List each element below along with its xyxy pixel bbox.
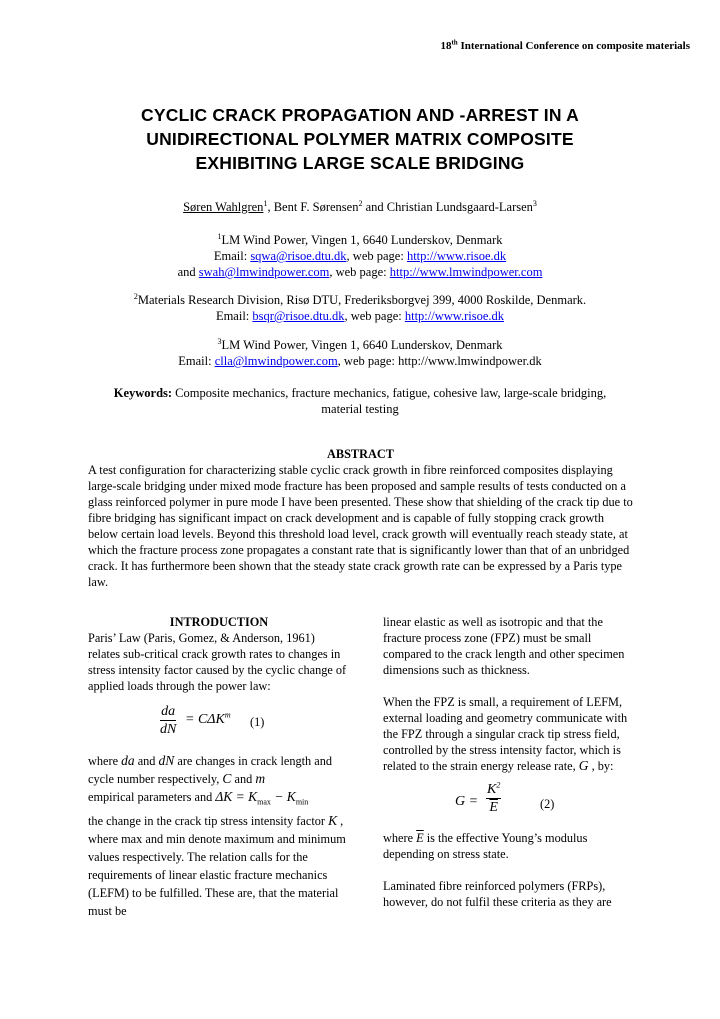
header-sup: th (451, 38, 458, 47)
introduction-heading: INTRODUCTION (169, 615, 269, 629)
eq2-lhs: G = (455, 794, 479, 809)
text-run: the change in the crack tip stress intensity factor (88, 813, 329, 828)
affiliation-3-sup: 3 (217, 336, 222, 346)
keywords-line-1 (60, 385, 660, 401)
keywords-label: Keywords: (113, 386, 173, 400)
author-sup-2: 2 (358, 198, 363, 208)
author-link-wahlgren[interactable]: Søren Wahlgren (183, 200, 264, 214)
abstract-section (88, 446, 633, 590)
and-label: and (177, 265, 199, 279)
eq2-numerator-K: K (487, 782, 497, 797)
text-run: are changes in crack length and cycle number respectively, (88, 754, 333, 786)
left-column (88, 614, 350, 920)
delta-k-max: max (257, 797, 271, 807)
keywords-text-1: Composite mechanics, fracture mechanics, fatigue, cohesive law, large-scale bridging, (172, 386, 607, 400)
email-label: Email: (215, 309, 253, 323)
affiliation-2-contact (60, 308, 660, 324)
web-label: , web page: (337, 354, 399, 368)
affiliation-3-address (60, 337, 660, 353)
right-paragraph-3 (383, 830, 635, 862)
delta-k-lhs: ΔK = K (215, 789, 258, 804)
text-run: where (383, 831, 417, 845)
eq1-fraction (160, 704, 176, 738)
eq2-exponent: 2 (496, 780, 501, 790)
header-number: 18 (440, 40, 452, 52)
eq1-rhs-text: = CΔK (185, 712, 225, 727)
intro-paragraph-1: Paris’ Law (Paris, Gomez, & Anderson, 1961) relates sub-critical crack growth rates to changes in stress intensity factor caused by the cyclic change of applied loads through the power law: (88, 631, 347, 693)
web-link[interactable]: http://www.lmwindpower.com (389, 265, 543, 279)
email-label: Email: (178, 354, 215, 368)
web-link[interactable]: http://www.risoe.dk (404, 309, 505, 323)
symbol-G: G (578, 758, 589, 773)
text-run: and (231, 772, 256, 786)
delta-k-mid: − K (270, 789, 296, 804)
text-run: , by: (588, 759, 614, 773)
affiliation-3 (60, 337, 660, 369)
email-link[interactable]: clla@lmwindpower.com (214, 354, 338, 368)
right-paragraph-2 (383, 694, 635, 774)
affiliation-2-sup: 2 (133, 291, 138, 301)
text-run: where (88, 754, 122, 768)
text-run: is the effective Young’s modulus depending on stress state. (383, 831, 588, 861)
email-label: Email: (213, 249, 251, 263)
conference-header (0, 40, 690, 52)
affiliation-1 (60, 232, 660, 280)
author-list (60, 199, 660, 215)
eq1-exponent: m (224, 710, 231, 720)
symbol-m: m (255, 771, 266, 786)
author-sup-1: 1 (263, 198, 268, 208)
affiliation-1-line: LM Wind Power, Vingen 1, 6640 Lunderskov, Denmark (221, 233, 503, 247)
eq1-denominator: dN (160, 722, 177, 737)
paper-title (60, 103, 660, 175)
title-line-3: EXHIBITING LARGE SCALE BRIDGING (195, 153, 525, 173)
title-line-2: UNIDIRECTIONAL POLYMER MATRIX COMPOSITE (146, 129, 574, 149)
affiliation-3-contact (60, 353, 660, 369)
eq2-number: (2) (540, 797, 555, 811)
equation-1 (88, 698, 350, 746)
web-link[interactable]: http://www.risoe.dk (406, 249, 507, 263)
text-run: empirical parameters and (88, 790, 216, 804)
eq1-number: (1) (250, 715, 265, 729)
email-link[interactable]: sqwa@risoe.dtu.dk (250, 249, 347, 263)
equation-2 (383, 780, 635, 826)
affiliation-1-contact-2 (60, 264, 660, 280)
author-sorensen: , Bent F. Sørensen (267, 200, 359, 214)
author-lundsgaard: and Christian Lundsgaard-Larsen (362, 200, 533, 214)
eq2-numerator (486, 782, 501, 799)
web-label: , web page: (344, 309, 405, 323)
right-paragraph-4: Laminated fibre reinforced polymers (FRPs), however, do not fulfil these criteria as they are (383, 879, 612, 909)
right-paragraph-1: linear elastic as well as isotropic and that the fracture process zone (FPZ) must be small compared to the crack length and other specimen dimensions such as thickness. (383, 615, 625, 677)
header-text: International Conference on composite materials (457, 40, 690, 52)
symbol-E-bar: $\overline{E}$ (416, 831, 424, 845)
email-link[interactable]: bsqr@risoe.dtu.dk (252, 309, 345, 323)
title-line-1: CYCLIC CRACK PROPAGATION AND -ARREST IN A (141, 105, 579, 125)
keywords-text-2: material testing (321, 402, 399, 416)
eq1-rhs (185, 712, 231, 728)
abstract-text: A test configuration for characterizing stable cyclic crack growth in fibre reinforced composites displaying large-scale bridging under mixed mode fracture has been proposed and sample results of tests conducted on a glass reinforced polymer in pure mode I have been presented. These show that shielding of the crack tip due to fibre bridging has significant impact on crack development and is capable of fully stopping crack growth below certain load levels. Beyond this threshold load level, crack growth will eventually reach steady state, at which the fracture process zone propagates a constant rate that is significantly lower than that of an unbridged crack. It has furthermore been shown that the steady state crack growth rate can be expressed by a Paris type law. (88, 463, 633, 589)
affiliation-2-address (60, 292, 660, 308)
affiliation-1-contact (60, 248, 660, 264)
intro-paragraph-2 (88, 752, 350, 920)
delta-k-expression (215, 789, 309, 807)
email-link[interactable]: swah@lmwindpower.com (198, 265, 330, 279)
text-run: and (134, 754, 159, 768)
web-label: , web page: (329, 265, 390, 279)
web-label: , web page: (346, 249, 407, 263)
eq2-fraction (486, 782, 501, 816)
delta-k-min: min (295, 797, 309, 807)
abstract-heading: ABSTRACT (327, 447, 394, 461)
eq1-numerator: da (161, 704, 176, 719)
symbol-C: C (222, 771, 232, 786)
eq2-denominator: E (489, 800, 498, 815)
author-sup-3: 3 (532, 198, 537, 208)
affiliation-3-line: LM Wind Power, Vingen 1, 6640 Lunderskov, Denmark (221, 338, 503, 352)
text-run: , where max and min denote maximum and minimum values respectively. The relation calls for the requirements of linear elastic fracture mechanics (LEFM) to be fulfilled. These are, that the material must be (88, 813, 346, 918)
symbol-dN: dN (158, 753, 175, 768)
symbol-da: da (121, 753, 135, 768)
text-run: When the FPZ is small, a requirement of LEFM, external loading and geometry communicate with the FPZ through a singular crack tip stress field, controlled by the stress intensity factor, which is related to the strain energy release rate, (383, 695, 628, 773)
affiliation-1-address (60, 232, 660, 248)
affiliation-1-sup: 1 (217, 231, 222, 241)
affiliation-2-line: Materials Research Division, Risø DTU, Frederiksborgvej 399, 4000 Roskilde, Denmark. (137, 293, 587, 307)
web-url-text: http://www.lmwindpower.dk (398, 354, 542, 368)
affiliation-2 (60, 292, 660, 324)
symbol-K: K (328, 812, 338, 828)
right-column (383, 614, 635, 910)
keywords (60, 385, 660, 417)
